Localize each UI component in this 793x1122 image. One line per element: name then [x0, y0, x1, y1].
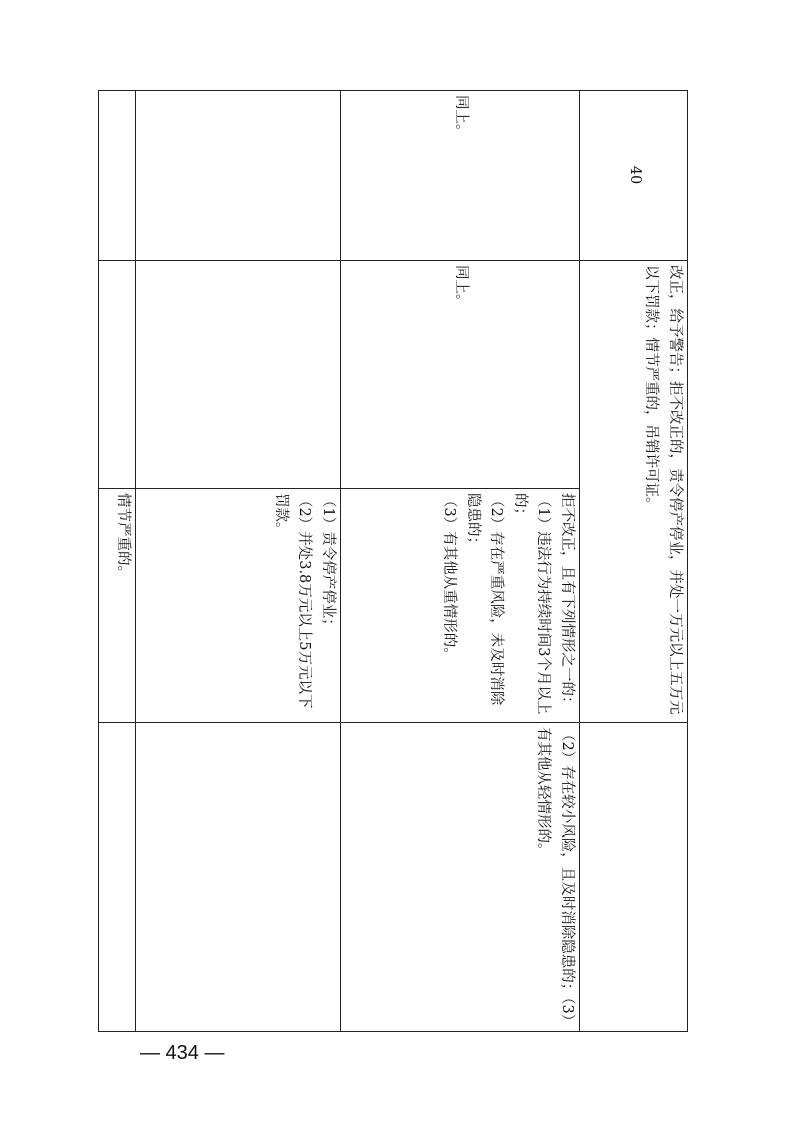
spacer	[576, 722, 580, 1032]
measure-item: （2）并处3.8万元以上5万元以下罚款。	[273, 493, 313, 709]
table-cell	[341, 260, 580, 488]
row-number: 40	[626, 165, 643, 185]
circumstance-item: （3）有其他从重情形的。	[441, 493, 458, 662]
table-cell	[98, 488, 136, 722]
row-divider	[98, 260, 341, 261]
circumstance-item: （1）违法行为持续时间3个月以上的；	[512, 493, 552, 715]
penalty-text: 改正，给予警告；拒不改正的，责令停产停业，并处一万元以上五万元以下罚款；情节严重的，吊销许可证。	[643, 265, 683, 715]
table-cell	[341, 722, 580, 1032]
rotated-table-frame	[98, 90, 688, 1032]
circumstance-heading: 拒不改正，且有下列情形之一的：	[559, 493, 575, 711]
table-cell	[580, 260, 688, 722]
table-cell	[580, 90, 688, 260]
table-cell	[341, 488, 580, 722]
spacer	[576, 722, 580, 732]
measure-item: （1）责令停产停业；	[320, 493, 336, 633]
severe-circumstance: 情节严重的。	[115, 493, 131, 580]
circumstance-item: （2）存在严重风险，未及时消除隐患的；	[465, 493, 505, 706]
table-cell	[136, 488, 341, 722]
page-number: — 434 —	[140, 1042, 225, 1064]
same-as-above-text: 同上。	[453, 95, 470, 139]
same-as-above-text: 同上。	[453, 265, 470, 309]
circumstance-text: （2）存在较小风险，且及时消除隐患的；（3）有其他从轻情形的。	[535, 727, 575, 1021]
table-cell	[341, 90, 580, 260]
penalty-table	[98, 90, 688, 1032]
table-cell	[98, 722, 341, 1032]
